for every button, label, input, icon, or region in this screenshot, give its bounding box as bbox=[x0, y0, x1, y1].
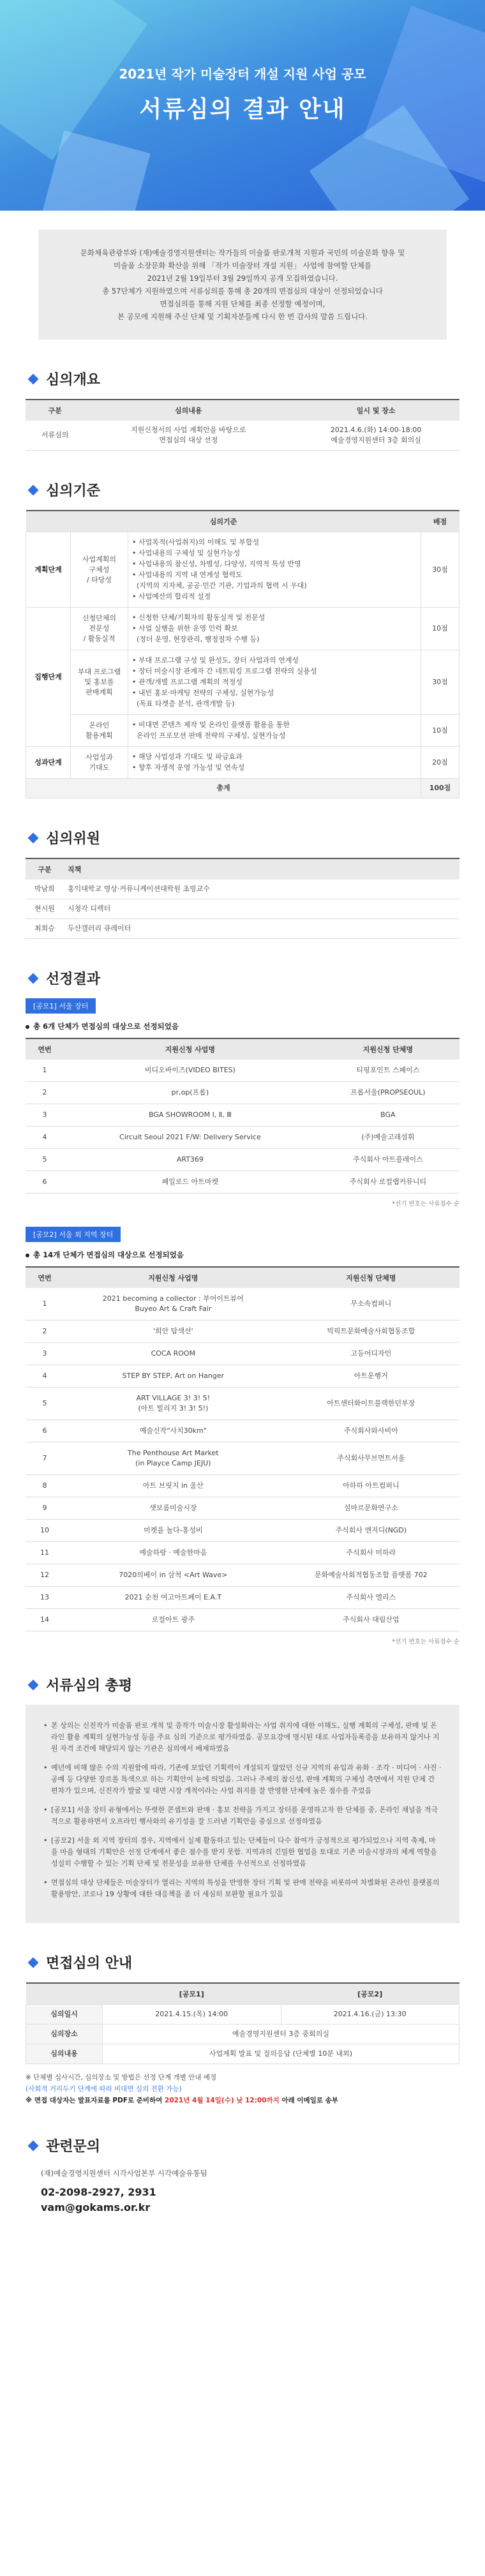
review-box bbox=[26, 1705, 459, 1923]
criteria-item: 온라인 프로모션 판매 전략의 구체성, 실현가능성 bbox=[137, 731, 286, 740]
project-name: 로컬아트 광주 bbox=[64, 1609, 283, 1631]
table-row bbox=[26, 650, 459, 715]
org-name: 섬마르문화연구소 bbox=[283, 1497, 459, 1520]
table-header: 연번 bbox=[26, 1038, 64, 1060]
table-row bbox=[26, 715, 459, 747]
row-no: 8 bbox=[26, 1475, 64, 1497]
row-no: 14 bbox=[26, 1609, 64, 1631]
section-title: 관련문의 bbox=[46, 2139, 101, 2155]
org-name: 티핑포인트 스페이스 bbox=[317, 1060, 459, 1082]
seoul-note: *선기 번호는 사류접수 순 bbox=[392, 1201, 459, 1208]
regional-tag: [공모2] 서울 외 지역 장터 bbox=[26, 1227, 121, 1242]
row-no: 11 bbox=[26, 1542, 64, 1564]
interview-note: ※ 면접 대상자는 발표자료를 PDF로 준비하여 2021년 4월 14일(수) 낮 12:00까지 아래 이메일로 송부 bbox=[26, 2097, 338, 2104]
table-header: 지원신청 사업명 bbox=[64, 1267, 283, 1288]
row-no: 7 bbox=[26, 1442, 64, 1475]
interview-value: 2021.4.15.(목) 14:00 bbox=[103, 2005, 281, 2025]
table-row bbox=[26, 1082, 459, 1104]
intro-line: 문화체육관광부와 (재)예술경영지원센터는 작가들의 미술품 판로개척 지원과 국민의 미술문화 향유 및 bbox=[80, 248, 405, 257]
interview-label: 심의장소 bbox=[26, 2025, 103, 2044]
contact-phone[interactable]: 02-2098-2927, 2931 bbox=[41, 2186, 156, 2198]
diamond-icon bbox=[28, 1679, 39, 1690]
total-row bbox=[26, 779, 459, 798]
regional-results-table bbox=[26, 1266, 459, 1631]
table-row bbox=[26, 1149, 459, 1171]
diamond-icon bbox=[28, 373, 39, 384]
org-name: 주식회사 대림산업 bbox=[283, 1609, 459, 1631]
table-row bbox=[26, 1288, 459, 1321]
seoul-lead: 총 6개 단체가 면접심의 대상으로 선정되었음 bbox=[33, 1022, 179, 1031]
intro-box bbox=[38, 230, 447, 340]
criteria-sub: 신청단체의 전문성 / 활동실적 bbox=[71, 608, 128, 650]
project-name: Circuit Seoul 2021 F/W: Delivery Service bbox=[64, 1127, 317, 1149]
criteria-stage: 집행단계 bbox=[26, 608, 71, 747]
table-row bbox=[26, 1420, 459, 1442]
interview-label: 심의일시 bbox=[26, 2005, 103, 2025]
table-row bbox=[26, 919, 459, 939]
interview-notes bbox=[26, 2072, 459, 2106]
criteria-item: • 부대 프로그램 구성 및 완성도, 장터 사업과의 연계성 bbox=[132, 656, 299, 664]
panel-table bbox=[26, 858, 459, 939]
criteria-stage: 성과단계 bbox=[26, 747, 71, 779]
row-no: 6 bbox=[26, 1420, 64, 1442]
row-no: 5 bbox=[26, 1149, 64, 1171]
table-row bbox=[26, 1564, 459, 1587]
row-no: 3 bbox=[26, 1343, 64, 1365]
project-name: The Penthouse Art Market (in Playce Camp JEJU) bbox=[64, 1442, 283, 1475]
criteria-sub: 사업성과 기대도 bbox=[71, 747, 128, 779]
criteria-sub: 사업계획의 구체성 / 타당성 bbox=[71, 532, 128, 608]
contact-section bbox=[26, 2136, 459, 2215]
row-no: 1 bbox=[26, 1288, 64, 1321]
table-row bbox=[26, 1587, 459, 1609]
criteria-sub: 온라인 활용계획 bbox=[71, 715, 128, 747]
regional-lead: 총 14개 단체가 면접심의 대상으로 선정되었음 bbox=[33, 1250, 184, 1259]
table-row bbox=[26, 1520, 459, 1542]
criteria-item: • 사업목적(사업취지)의 이해도 및 부합성 bbox=[132, 538, 260, 546]
project-name: 미켓을 놀다-홍성비 bbox=[64, 1520, 283, 1542]
table-header: 연번 bbox=[26, 1267, 64, 1288]
criteria-score: 30점 bbox=[421, 650, 459, 715]
section-title: 면접심의 안내 bbox=[46, 1956, 133, 1972]
review-item: • [공모2] 서울 외 지역 장터의 경우, 지역에서 실제 활동하고 있는 단체들이 다수 참여가 긍정적으로 평가되었으나 지역 축제, 마을 마을 형태의 기획안은 선정 단계에서 좋은 점수를 받지 못함. 지역과의 긴밀한 협업을 토대로 기존 미술시장과의 체계 역할을 성실히 수행할 수 있는 기획 단체 및 전문성을 보유한 단체를 우선적으로 선정하였음 bbox=[43, 1835, 442, 1869]
bullet-icon bbox=[26, 1025, 29, 1029]
total-label: 총계 bbox=[26, 779, 421, 798]
criteria-item: • 비대면 콘텐츠 제작 및 온라인 플랫폼 활용을 통한 bbox=[132, 721, 290, 729]
row-no: 5 bbox=[26, 1388, 64, 1420]
project-name: 2021 becoming a collector : 부어이트뷰어 Buyeo Art & Craft Fair bbox=[64, 1288, 283, 1321]
overview-table bbox=[26, 399, 459, 451]
section-title: 서류심의 총평 bbox=[46, 1678, 133, 1694]
row-no: 12 bbox=[26, 1564, 64, 1587]
diamond-icon bbox=[28, 832, 39, 843]
row-no: 4 bbox=[26, 1365, 64, 1388]
hero-title: 서류심의 결과 안내 bbox=[139, 96, 346, 123]
org-name: 주식회사 미하라 bbox=[283, 1542, 459, 1564]
criteria-stage: 계획단계 bbox=[26, 532, 71, 608]
criteria-item: • 사업내용의 구체성 및 실현가능성 bbox=[132, 549, 241, 557]
table-row bbox=[26, 1497, 459, 1520]
bullet-icon bbox=[26, 1254, 29, 1257]
criteria-item: • 사업내용의 지역 내 연계성 협력도 bbox=[132, 571, 243, 579]
criteria-item: • 향후 자생적 운영 가능성 및 연속성 bbox=[132, 763, 245, 772]
project-name: 예술하랑 · 예술한마음 bbox=[64, 1542, 283, 1564]
panel-name: 최희승 bbox=[26, 919, 64, 939]
interview-table bbox=[26, 1982, 459, 2064]
table-row bbox=[26, 1060, 459, 1082]
table-header: 심의내용 bbox=[84, 400, 292, 421]
criteria-item: (정더 운영, 현장관리, 행정절차 수행 등) bbox=[137, 635, 260, 643]
table-header: 구분 bbox=[26, 858, 64, 880]
overview-type: 서류심의 bbox=[26, 421, 84, 451]
table-row bbox=[26, 2025, 459, 2044]
criteria-item: • 사업 실행을 위한 운영 인력 확보 bbox=[132, 624, 238, 633]
intro-line: 면접심의를 통해 지원 단체를 최종 선정할 예정이며, bbox=[160, 299, 325, 308]
criteria-sub: 부대 프로그램 및 홍보를 판매계획 bbox=[71, 650, 128, 715]
project-name: COCA ROOM bbox=[64, 1343, 283, 1365]
intro-line: 총 57단체가 지원하였으며 서류심의를 통해 총 20개의 면접심의 대상이 선정되었습니다 bbox=[102, 287, 383, 296]
table-header: [공모1] bbox=[103, 1983, 281, 2005]
criteria-item: (목표 타겟층 분석, 관객개발 등) bbox=[137, 700, 235, 708]
criteria-section bbox=[26, 480, 459, 798]
panel-name: 박남희 bbox=[26, 880, 64, 899]
diamond-icon bbox=[28, 973, 39, 984]
project-name: BGA SHOWROOM Ⅰ, Ⅱ, Ⅲ bbox=[64, 1104, 317, 1127]
table-row bbox=[26, 1104, 459, 1127]
table-row bbox=[26, 421, 459, 451]
panel-role: 홍익대학교 영상·커뮤니케이션대학원 초빙교수 bbox=[64, 880, 459, 899]
hero-subtitle: 2021년 작가 미술장터 개설 지원 사업 공모 bbox=[119, 66, 366, 82]
table-row bbox=[26, 2044, 459, 2064]
table-row bbox=[26, 1365, 459, 1388]
table-header: 심의기준 bbox=[26, 511, 421, 532]
row-no: 2 bbox=[26, 1321, 64, 1343]
results-section bbox=[26, 968, 459, 1645]
table-header: 지원신청 단체명 bbox=[283, 1267, 459, 1288]
criteria-item: • 장터 미술시장 관계자 간 네트워킹 프로그램 전략의 실용성 bbox=[132, 667, 317, 675]
seoul-results-table bbox=[26, 1038, 459, 1194]
review-item: • 면접심의 대상 단체들은 미술장터가 열리는 지역의 특성을 반영한 장터 기획 및 판매 전략을 비롯하여 차별화된 온라인 플랫폼의 활용방안, 코로나 19 상황에 대한 대응책을 좀 더 세심히 보완할 필요가 있음 bbox=[43, 1877, 442, 1900]
row-no: 13 bbox=[26, 1587, 64, 1609]
review-item: • [공모1] 서울 장터 유형에서는 뚜렷한 콘셉트와 판매 · 홍보 전략을 가지고 장터를 운영하고자 한 단체를 중, 온라인 채널을 적극적으로 활용하면서 오프라인 행사와의 유기성을 잘 드러낸 기획안을 중심으로 선정하였음 bbox=[43, 1804, 442, 1827]
table-row bbox=[26, 1388, 459, 1420]
section-title: 심의개요 bbox=[46, 372, 101, 388]
org-name: 고등어디자인 bbox=[283, 1343, 459, 1365]
criteria-item: • 내빈 홍보·마케팅 전략의 구체성, 실현가능성 bbox=[132, 689, 274, 697]
seoul-tag: [공모1] 서울 장터 bbox=[26, 998, 96, 1014]
row-no: 1 bbox=[26, 1060, 64, 1082]
table-header: 구분 bbox=[26, 400, 84, 421]
criteria-item: • 신청한 단체/기획자의 활동실적 및 전문성 bbox=[132, 613, 265, 622]
table-row bbox=[26, 1343, 459, 1365]
criteria-item: (지역의 지자체, 공공·민간 기관, 기업과의 협력 시 우대) bbox=[137, 581, 307, 590]
org-name: 빅픽트문화예술사회협동조합 bbox=[283, 1321, 459, 1343]
intro-line: 본 공모에 지원해 주신 단체 및 기획자분들께 다시 한 번 감사의 말씀 드립니다. bbox=[117, 312, 368, 321]
panel-name: 현시원 bbox=[26, 899, 64, 919]
table-row bbox=[26, 1475, 459, 1497]
project-name: pr,op(프롭) bbox=[64, 1082, 317, 1104]
row-no: 10 bbox=[26, 1520, 64, 1542]
criteria-item: • 관객/개별 프로그램 계획의 적정성 bbox=[132, 678, 243, 686]
table-row bbox=[26, 1171, 459, 1194]
overview-content: 면접심의 대상 선정 bbox=[159, 436, 218, 444]
regional-note: *선기 번호는 사류접수 순 bbox=[392, 1638, 459, 1645]
table-row bbox=[26, 1321, 459, 1343]
interview-section bbox=[26, 1952, 459, 2106]
criteria-item: • 해당 사업성과 기대도 및 파급효과 bbox=[132, 753, 243, 761]
contact-org: (재)예술경영지원센터 시각사업본부 시각예술유통팀 bbox=[41, 2169, 207, 2178]
project-name: ART369 bbox=[64, 1149, 317, 1171]
criteria-score: 10점 bbox=[421, 608, 459, 650]
row-no: 4 bbox=[26, 1127, 64, 1149]
interview-value: 사업계획 발표 및 질의응답 (단체별 10분 내외) bbox=[103, 2044, 459, 2064]
org-name: 주식회사 엘리스 bbox=[283, 1587, 459, 1609]
review-section bbox=[26, 1675, 459, 1923]
project-name: 예술신작"사치30km" bbox=[64, 1420, 283, 1442]
project-name: 페일로드 아트마켓 bbox=[64, 1171, 317, 1194]
project-name: STEP BY STEP, Art on Hanger bbox=[64, 1365, 283, 1388]
org-name: (주)예술고래섬휘 bbox=[317, 1127, 459, 1149]
row-no: 6 bbox=[26, 1171, 64, 1194]
org-name: 주식회사무브먼트서울 bbox=[283, 1442, 459, 1475]
table-header: 배점 bbox=[421, 511, 459, 532]
section-title: 심의위원 bbox=[46, 831, 101, 847]
org-name: 아트센터화이트블랙한던부장 bbox=[283, 1388, 459, 1420]
project-name: 비디오바이즈(VIDEO BITES) bbox=[64, 1060, 317, 1082]
project-name: 아트 브릿지 in 울산 bbox=[64, 1475, 283, 1497]
diamond-icon bbox=[28, 1957, 39, 1968]
diamond-icon bbox=[28, 484, 39, 495]
org-name: 아트운행거 bbox=[283, 1365, 459, 1388]
project-name: 샛보름미술시장 bbox=[64, 1497, 283, 1520]
table-header: 지원신청 사업명 bbox=[64, 1038, 317, 1060]
table-row bbox=[26, 747, 459, 779]
intro-line: 2021년 2월 19일부터 3월 29일까지 공개 모집하였습니다. bbox=[147, 274, 338, 283]
org-name: 주식회사 아트플레이스 bbox=[317, 1149, 459, 1171]
row-no: 9 bbox=[26, 1497, 64, 1520]
diamond-icon bbox=[28, 2140, 39, 2151]
criteria-score: 20점 bbox=[421, 747, 459, 779]
intro-line: 미술품 소장문화 확산을 위해 「작가 미술장터 개설 지원」 사업에 참여할 단체를 bbox=[114, 261, 371, 270]
table-row bbox=[26, 1127, 459, 1149]
overview-date: 2021.4.6.(화) 14:00-18:00 bbox=[330, 426, 422, 434]
table-row bbox=[26, 532, 459, 608]
table-header: 지원신청 단체명 bbox=[317, 1038, 459, 1060]
org-name: 아하하 아트컴퍼니 bbox=[283, 1475, 459, 1497]
interview-label: 심의내용 bbox=[26, 2044, 103, 2064]
overview-section bbox=[26, 369, 459, 451]
review-item: • 본 상의는 신진작가 미술품 판로 개척 및 증작가 미술시장 활성화라는 사업 취지에 대한 이해도, 실행 계획의 구체성, 판매 및 온라인 활용 계획의 실현가능성 등을 주요 심의 기준으로 평가하였음. 공모요강에 명시된 대로 사업자등록증을 보유하지 않거나 지원 자격 조건에 해당되지 않는 기관은 심의에서 배제하였음 bbox=[43, 1720, 442, 1755]
org-name: 무소속컴퍼니 bbox=[283, 1288, 459, 1321]
interview-value: 2021.4.16.(금) 13:30 bbox=[281, 2005, 459, 2025]
criteria-score: 30점 bbox=[421, 532, 459, 608]
panel-role: 시청각 디렉터 bbox=[64, 899, 459, 919]
row-no: 2 bbox=[26, 1082, 64, 1104]
org-name: 주식회사와사비아 bbox=[283, 1420, 459, 1442]
table-header: [공모2] bbox=[281, 1983, 459, 2005]
project-name: '희안 탐색선' bbox=[64, 1321, 283, 1343]
interview-note: ※ 단체별 심사시간, 심의장소 및 방법은 선정 단계 개별 안내 예정 bbox=[26, 2074, 217, 2081]
table-header: 직책 bbox=[64, 858, 459, 880]
table-row bbox=[26, 1442, 459, 1475]
criteria-table bbox=[26, 510, 459, 798]
org-name: 주식회사 엔지디(NGD) bbox=[283, 1520, 459, 1542]
interview-value: 예술경영지원센터 3층 중회의실 bbox=[103, 2025, 459, 2044]
table-row bbox=[26, 2005, 459, 2025]
org-name: BGA bbox=[317, 1104, 459, 1127]
row-no: 3 bbox=[26, 1104, 64, 1127]
criteria-item: • 사업내용의 참신성, 차별성, 다양성, 지역적 특성 반영 bbox=[132, 560, 301, 568]
table-header bbox=[26, 1983, 103, 2005]
contact-email[interactable]: vam@gokams.or.kr bbox=[41, 2201, 151, 2213]
panel-role: 두산갤러리 큐레이터 bbox=[64, 919, 459, 939]
overview-content: 지원신청서의 사업 계획안을 바탕으로 bbox=[131, 426, 246, 434]
project-name: 7020의베이 in 삼척 <Art Wave> bbox=[64, 1564, 283, 1587]
org-name: 주식회사 로컬랩커뮤니티 bbox=[317, 1171, 459, 1194]
org-name: 프롭서울(PROPSEOUL) bbox=[317, 1082, 459, 1104]
table-row bbox=[26, 880, 459, 899]
section-title: 심의기준 bbox=[46, 483, 101, 499]
criteria-score: 10점 bbox=[421, 715, 459, 747]
review-item: • 예년에 비해 많은 수의 지원함에 따라, 기존에 보았던 기획력이 개설되지 않았던 신규 지역의 유입과 유화 · 조각 · 미디어 · 사진 · 공예 등 다양한 장르를 특색으로 하는 기획안이 눈에 띄었음. 그러나 주제의 참신성, 판매 계획의 구체성 측면에서 지원 단체 간 편차가 있으며, 신진작가 발굴 및 대면 시장 개척이라는 사업 취지를 잘 반영한 단체에 높은 점수를 주었음 bbox=[43, 1762, 442, 1797]
project-name: ART VILLAGE 3! 3! 5! (아트 빌리지 3! 3! 5!) bbox=[64, 1388, 283, 1420]
interview-note: (사회적 거리두기 단계에 따라 비대면 심의 전환 가능) bbox=[26, 2085, 182, 2093]
org-name: 문화예술사회적협동조합 플랫폼 702 bbox=[283, 1564, 459, 1587]
overview-place: 예술경영지원센터 3층 회의실 bbox=[331, 436, 421, 444]
total-score: 100점 bbox=[421, 779, 459, 798]
hero-banner bbox=[0, 0, 485, 211]
panel-section bbox=[26, 828, 459, 939]
criteria-item: • 사업예산의 합리적 설정 bbox=[132, 592, 211, 601]
project-name: 2021 순천 여고아트페이 E.A.T bbox=[64, 1587, 283, 1609]
table-header: 일시 및 장소 bbox=[292, 400, 459, 421]
table-row bbox=[26, 608, 459, 650]
table-row bbox=[26, 1609, 459, 1631]
table-row bbox=[26, 1542, 459, 1564]
section-title: 선정결과 bbox=[46, 971, 101, 987]
table-row bbox=[26, 899, 459, 919]
